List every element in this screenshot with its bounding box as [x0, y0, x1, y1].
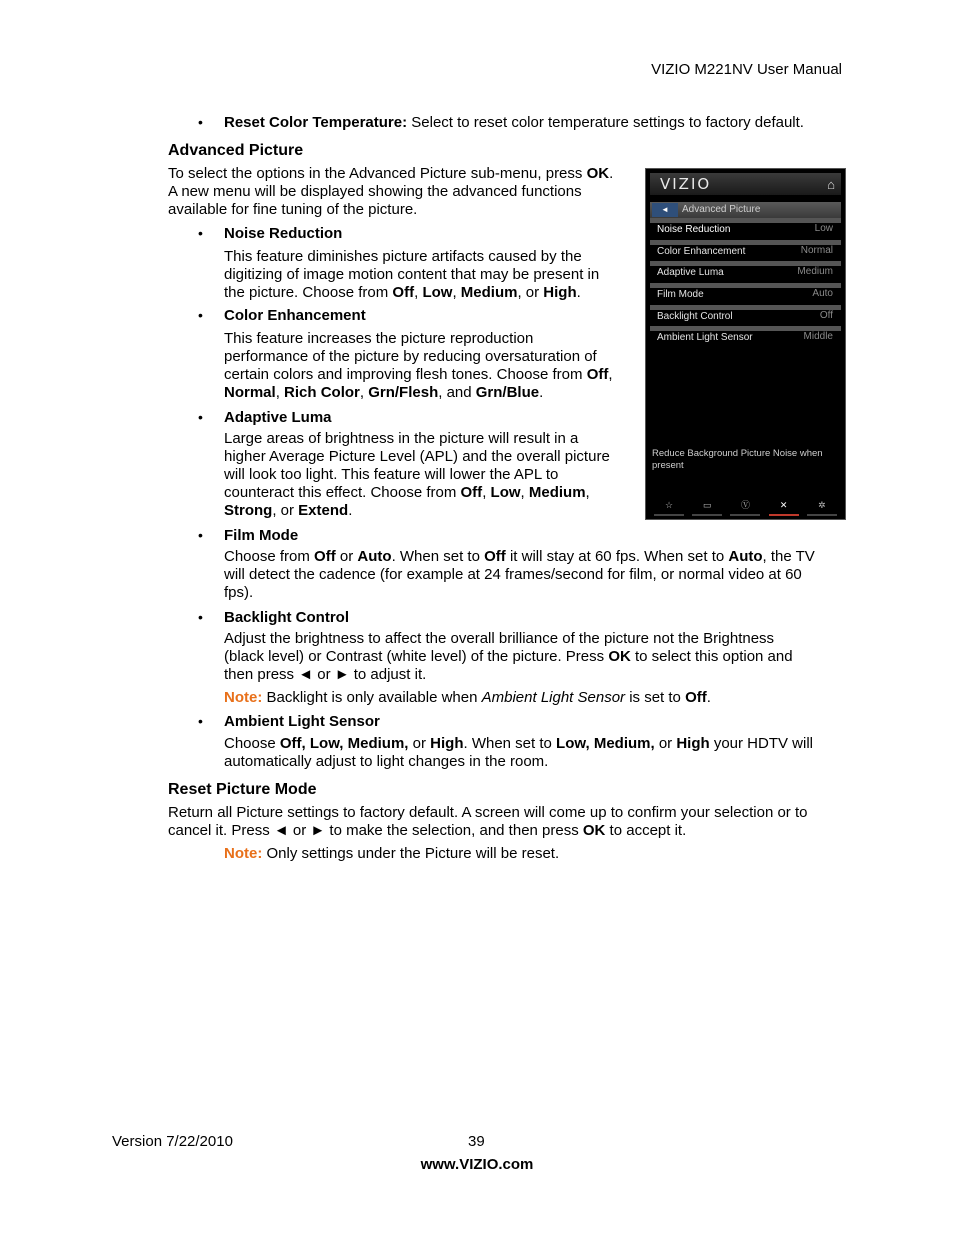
close-icon: ✕: [769, 496, 799, 516]
advanced-picture-intro: To select the options in the Advanced Picture sub-menu, press OK. A new menu will be displayed showing the advanced functions available for fine tuning of the picture.: [168, 165, 614, 218]
bullet: •: [198, 225, 203, 241]
tv-menu-item: Color Enhancement Normal: [650, 240, 841, 258]
footer-url: www.VIZIO.com: [420, 1156, 534, 1173]
tv-menu-item: Adaptive Luma Medium: [650, 261, 841, 279]
film-mode-title: Film Mode: [224, 527, 299, 544]
tv-menu-description: Reduce Background Picture Noise when present: [652, 448, 823, 471]
tv-menu-item: Ambient Light Sensor Middle: [650, 326, 841, 344]
backlight-control-text: Adjust the brightness to affect the overall brilliance of the picture not the Brightness (black level) or Contrast (white level) of the picture. Press OK to select this option and then press ◄ or ► to adjust it.: [224, 630, 793, 683]
vizio-v-icon: Ⓥ: [730, 496, 760, 516]
reset-picture-text: Return all Picture settings to factory default. A screen will come up to confirm your selection or to cancel it. Press ◄ or ► to make the selection, and then press OK to accept it.: [168, 804, 808, 839]
tv-menu-item: Noise Reduction Low: [650, 218, 841, 236]
page-number: 39: [468, 1133, 485, 1150]
tv-menu-title-bar: [650, 202, 841, 218]
backlight-control-title: Backlight Control: [224, 609, 350, 626]
bullet: •: [198, 609, 203, 625]
bullet: •: [198, 527, 203, 543]
bullet: •: [198, 713, 203, 729]
manual-header: VIZIO M221NV User Manual: [651, 61, 842, 78]
vizio-logo: VIZIO: [660, 175, 712, 193]
bullet: •: [198, 307, 203, 323]
ambient-light-sensor-title: Ambient Light Sensor: [224, 713, 380, 730]
color-enhancement-text: This feature increases the picture reproduction performance of the picture by reducing oversaturation of certain colors and improving flesh tones. Choose from Off, Normal, Rich Color, Grn/Flesh, and Grn/Blue.: [224, 330, 613, 401]
noise-reduction-title: Noise Reduction: [224, 225, 343, 242]
tv-menu-item: Film Mode Auto: [650, 283, 841, 301]
home-icon: ⌂: [827, 177, 835, 192]
tv-menu-top-bar: [650, 173, 841, 195]
tv-menu-screenshot: [645, 168, 846, 520]
adaptive-luma-title: Adaptive Luma: [224, 409, 332, 426]
reset-color-temp-item: Reset Color Temperature: Select to reset color temperature settings to factory default.: [224, 114, 804, 131]
tv-menu-title: Advanced Picture: [682, 204, 761, 215]
reset-picture-note: Note: Only settings under the Picture will be reset.: [224, 845, 560, 862]
advanced-picture-heading: Advanced Picture: [168, 142, 304, 159]
star-icon: ☆: [654, 496, 684, 516]
adaptive-luma-text: Large areas of brightness in the picture will result in a higher Average Picture Level (APL) and the overall picture will look too light. This feature will lower the APL to counteract this effect. Choose from Off, Low, Medium, Strong, or Extend.: [224, 430, 610, 519]
bullet: •: [198, 409, 203, 425]
widget-icon: ▭: [692, 496, 722, 516]
tv-menu-nav-bar: [650, 497, 841, 515]
reset-picture-heading: Reset Picture Mode: [168, 781, 317, 798]
back-arrow-icon: ◄: [652, 203, 678, 217]
film-mode-text: Choose from Off or Auto. When set to Off it will stay at 60 fps. When set to Auto, the TV will detect the cadence (for example at 24 frames/second for film, or normal video at 60 fps).: [224, 548, 815, 601]
gear-icon: ✲: [807, 496, 837, 516]
ambient-light-sensor-text: Choose Off, Low, Medium, or High. When set to Low, Medium, or High your HDTV will automatically adjust to light changes in the room.: [224, 735, 814, 770]
color-enhancement-title: Color Enhancement: [224, 307, 366, 324]
tv-menu-item: Backlight Control Off: [650, 305, 841, 323]
footer-version: Version 7/22/2010: [112, 1133, 233, 1150]
noise-reduction-text: This feature diminishes picture artifacts caused by the digitizing of image motion content that may be present in the picture. Choose from Off, Low, Medium, or High.: [224, 248, 600, 301]
backlight-note: Note: Backlight is only available when Ambient Light Sensor is set to Off.: [224, 689, 711, 706]
bullet: •: [198, 114, 203, 130]
